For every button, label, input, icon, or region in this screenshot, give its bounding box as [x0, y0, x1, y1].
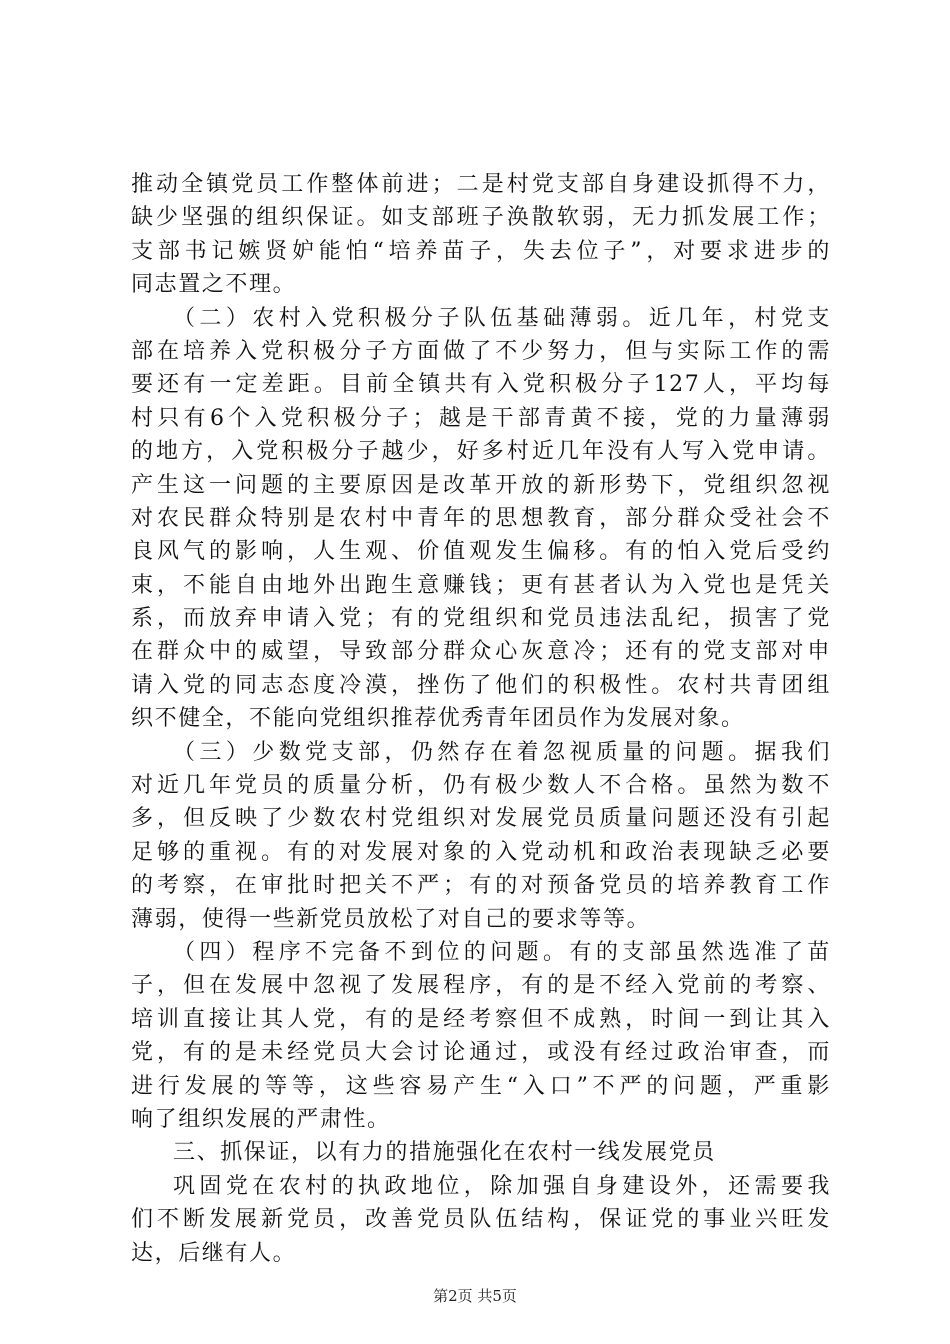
text-line: 缺少坚强的组织保证。如支部班子涣散软弱，无力抓发展工作；: [131, 205, 831, 231]
text-line: 织不健全，不能向党组织推荐优秀青年团员作为发展对象。: [131, 706, 745, 732]
text-line: 良风气的影响，人生观、价值观发生偏移。有的怕入党后受约: [131, 539, 831, 565]
text-line: 党，有的是未经党员大会讨论通过，或没有经过政治审查，而: [131, 1040, 831, 1066]
document-body: [131, 168, 831, 1270]
text-line: 的地方，入党积极分子越少，好多村近几年没有人写入党申请。: [131, 439, 831, 465]
text-line: （二）农村入党积极分子队伍基础薄弱。近几年，村党支: [173, 305, 831, 331]
text-line: 在群众中的威望，导致部分群众心灰意冷；还有的党支部对申: [131, 639, 831, 665]
text-line: 推动全镇党员工作整体前进；二是村党支部自身建设抓得不力，: [131, 172, 831, 197]
text-line: 要还有一定差距。目前全镇共有入党积极分子127人，平均每: [131, 372, 831, 398]
text-line: 的考察，在审批时把关不严；有的对预备党员的培养教育工作: [131, 873, 831, 899]
text-line: 多，但反映了少数农村党组织对发展党员质量问题还没有引起: [131, 806, 831, 832]
section-heading: 三、抓保证，以有力的措施强化在农村一线发展党员: [173, 1140, 716, 1166]
text-line: （四）程序不完备不到位的问题。有的支部虽然选准了苗: [173, 939, 831, 965]
text-line: 产生这一问题的主要原因是改革开放的新形势下，党组织忽视: [131, 472, 831, 498]
text-line: 对农民群众特别是农村中青年的思想教育，部分群众受社会不: [131, 505, 831, 531]
text-line: 部在培养入党积极分子方面做了不少努力，但与实际工作的需: [131, 338, 831, 364]
text-line: 请入党的同志态度冷漠，挫伤了他们的积极性。农村共青团组: [131, 672, 831, 698]
text-line: 对近几年党员的质量分析，仍有极少数人不合格。虽然为数不: [131, 773, 831, 799]
text-line: 进行发展的等等，这些容易产生“入口”不严的问题，严重影: [131, 1073, 831, 1099]
text-line: 足够的重视。有的对发展对象的入党动机和政治表现缺乏必要: [131, 839, 831, 865]
text-line: 系，而放弃申请入党；有的党组织和党员违法乱纪，损害了党: [131, 606, 831, 632]
text-line: 薄弱，使得一些新党员放松了对自己的要求等等。: [131, 906, 651, 932]
text-line: 子，但在发展中忽视了发展程序，有的是不经入党前的考察、: [131, 973, 831, 999]
text-line: 们不断发展新党员，改善党员队伍结构，保证党的事业兴旺发: [131, 1207, 831, 1233]
text-line: 巩固党在农村的执政地位，除加强自身建设外，还需要我: [173, 1173, 831, 1199]
text-line: 培训直接让其人党，有的是经考察但不成熟，时间一到让其入: [131, 1006, 831, 1032]
text-line: （三）少数党支部，仍然存在着忽视质量的问题。据我们: [173, 739, 831, 765]
text-line: 支部书记嫉贤妒能怕“培养苗子，失去位子”，对要求进步的: [131, 238, 831, 264]
text-line: 同志置之不理。: [131, 272, 297, 298]
text-line: 束，不能自由地外出跑生意赚钱；更有甚者认为入党也是凭关: [131, 572, 831, 598]
text-line: 达，后继有人。: [131, 1240, 297, 1266]
text-line: 村只有6个入党积极分子；越是干部青黄不接，党的力量薄弱: [131, 405, 831, 431]
text-line: 响了组织发展的严肃性。: [131, 1106, 391, 1132]
page-number-footer: 第2页 共5页: [433, 1287, 517, 1305]
